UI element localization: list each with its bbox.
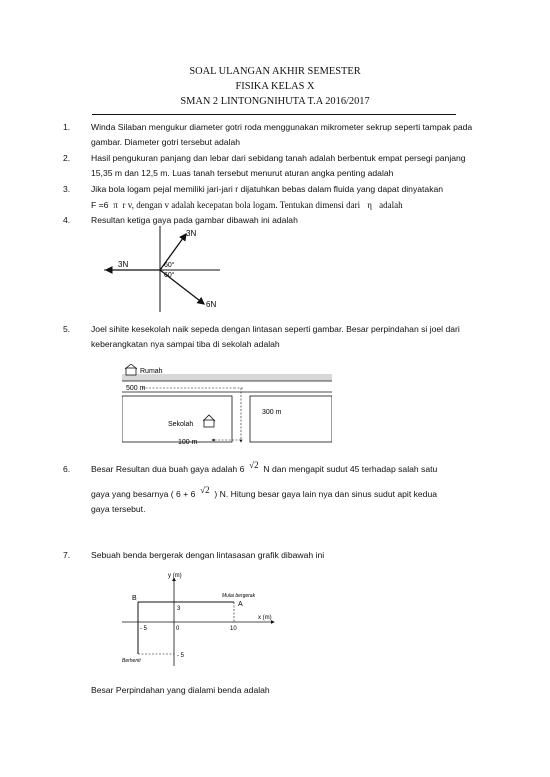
label-3n-up: 3N [186,229,197,238]
question-number: 7. [63,550,71,560]
tick-10: 10 [230,626,237,632]
question-2 [63,151,483,181]
question-text: Jika bola logam pejal memiliki jari-jari r dijatuhkan bebas dalam fluida yang dapat dinyatakan [91,184,444,194]
question-text: Besar Perpindahan yang dialami benda adalah [91,685,270,695]
question-6-line-1: Besar Resultan dua buah gaya adalah 6 √2 N dan mengapit sudut 45 terhadap salah satu [91,460,438,474]
label-sekolah: Sekolah [168,421,194,428]
exam-subject: FISIKA KELAS X [235,81,315,92]
label-300m: 300 m [262,409,282,416]
question-text: Hasil pengukuran panjang dan lebar dari sebidang tanah adalah berbentuk empat persegi panjang 15,35 m dan 12,5 m. Luas tanah tersebut menurut aturan angka penting adalah [91,153,466,178]
label-3n-left: 3N [118,260,129,269]
question-number: 2. [63,153,71,163]
question-number: 4. [63,215,71,225]
angle-label-1: 60° [164,262,175,269]
label-500m: 500 m [126,385,146,392]
tick-minus5-x: - 5 [140,626,148,632]
figure-route-map [122,364,332,448]
question-text: Winda Silaban mengukur diameter gotri roda menggunakan mikrometer sekrup seperti tampak pada gambar. Diameter gotri tersebut adalah [91,122,473,147]
figure-trajectory-graph [118,570,278,670]
stop-label: Berhenti [122,658,141,664]
question-number: 1. [63,122,71,132]
question-1 [63,120,483,150]
question-text: Joel sihite kesekolah naik sepeda dengan lintasan seperti gambar. Besar perpindahan si joel dari keberangkatan nya sampai tiba di sekolah adalah [91,324,460,349]
start-label: Mulai bergerak [222,593,256,599]
exam-school: SMAN 2 LINTONGNIHUTA T.A 2016/2017 [180,96,370,107]
point-a-label: A [238,601,243,608]
question-6-line-3: gaya tersebut. [91,504,146,514]
y-axis-label: y (m) [168,573,182,579]
road-left-border [122,396,232,442]
label-rumah: Rumah [140,368,163,375]
question-text: Resultan ketiga gaya pada gambar dibawah ini adalah [91,215,298,225]
question-3 [63,182,483,210]
question-number: 3. [63,184,71,194]
label-6n: 6N [206,300,217,309]
question-5 [63,322,483,352]
tick-0: 0 [176,626,180,632]
question-text: Sebuah benda bergerak dengan lintasasan grafik dibawah ini [91,550,325,560]
question-number: 5. [63,324,71,334]
question-3-formula: F =6 π r v, dengan v adalah kecepatan bola logam. Tentukan dimensi dari η adalah [91,200,403,210]
point-b-label: B [132,595,137,602]
eta-symbol: η [367,200,372,210]
question-6-line-2: gaya yang besarnya ( 6 + 6 √2 ) N. Hitung besar gaya lain nya dan sinus sudut apit kedua [91,485,438,499]
exam-header [0,64,550,109]
road-right-border [250,396,332,442]
question-7-prompt [63,683,483,698]
header-rule [92,114,456,115]
sqrt-symbol: √2 [200,485,210,495]
tick-minus5-y: - 5 [177,653,185,659]
sqrt-symbol: √2 [249,460,259,470]
label-100m: 100 m [178,439,198,446]
pi-symbol: π [113,200,118,210]
figure-force-vectors [100,224,240,324]
question-7 [63,548,483,563]
x-axis-label: x (m) [258,615,272,621]
angle-label-2: 60° [164,272,175,279]
question-number: 6. [63,464,71,474]
question-6 [63,462,483,517]
road-top [122,374,332,381]
tick-3: 3 [177,606,181,612]
exam-title: SOAL ULANGAN AKHIR SEMESTER [189,66,361,77]
school-icon [203,415,215,427]
house-icon [125,364,137,375]
